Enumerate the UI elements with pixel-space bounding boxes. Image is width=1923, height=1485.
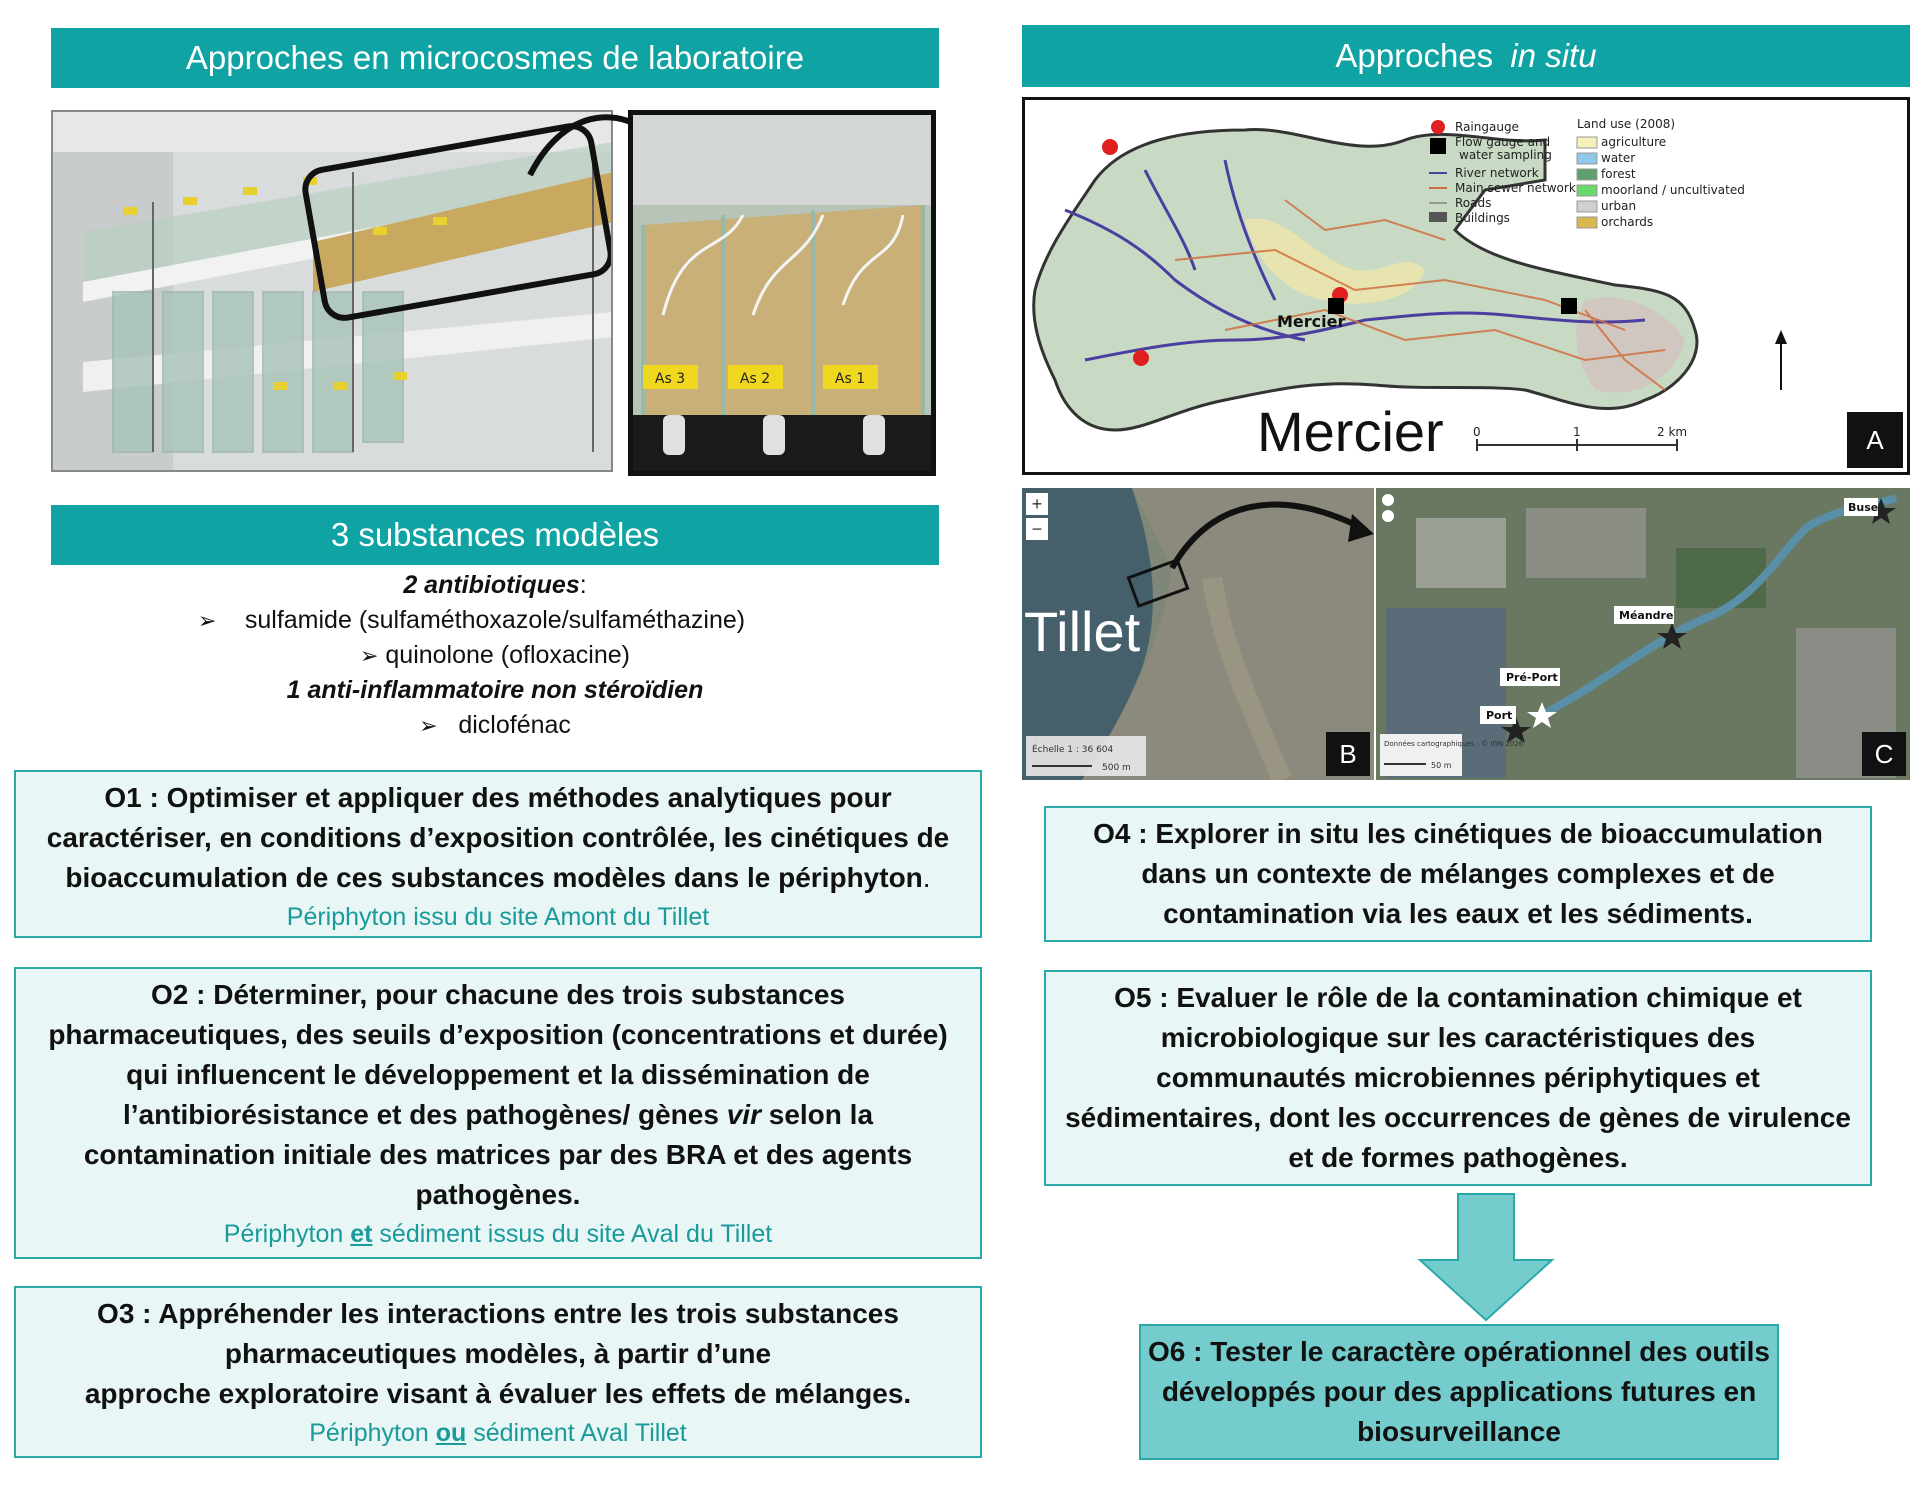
mercier-map — [1022, 97, 1910, 475]
tank-label-2: As 2 — [739, 371, 771, 387]
legend-agriculture: agriculture — [1601, 135, 1667, 149]
objective-o3 — [14, 1286, 982, 1458]
scale-b-text: Échelle 1 : 36 604 — [1032, 745, 1114, 755]
swatch-urban — [1577, 201, 1597, 212]
header-substances — [51, 505, 939, 565]
panel-label-c: C — [1862, 732, 1906, 776]
legend-flow-gauge: Flow gauge and — [1455, 135, 1551, 149]
site-label-port: Port — [1486, 709, 1513, 722]
o2-site: Périphyton et sédiment issus du site Aval du Tillet — [223, 1220, 773, 1248]
mercier-small-label: Mercier — [1277, 312, 1346, 331]
swatch-moorland — [1577, 185, 1597, 196]
swatch-water — [1577, 153, 1597, 164]
tank-label-3: As 3 — [654, 371, 686, 387]
header-in-situ-prefix: Approches — [1335, 37, 1503, 74]
o4-line-1: O4 : Explorer in situ les cinétiques de bioaccumulation — [1093, 818, 1823, 849]
o5-line-2: microbiologique sur les caractéristiques des — [1160, 1022, 1756, 1053]
antibiotics-heading: 2 antibiotiques: — [403, 571, 587, 599]
tillet-aerial-b — [1022, 488, 1374, 780]
bullet-arrow-icon: ➢ — [198, 608, 217, 633]
substances-list — [150, 568, 840, 743]
header-substances-text: 3 substances modèles — [330, 516, 660, 553]
o1-line-1: O1 : Optimiser et appliquer des méthodes analytiques pour — [104, 782, 892, 813]
lab-microcosm-zoom-illustration — [633, 115, 931, 471]
o2-line-1: O2 : Déterminer, pour chacune des trois substances — [151, 979, 845, 1010]
objective-o4 — [1044, 806, 1872, 942]
bullet-arrow-icon: ➢ — [419, 713, 438, 738]
legend-buildings: Buildings — [1455, 211, 1510, 225]
tank-label-1: As 1 — [834, 371, 866, 387]
lab-microcosm-zoom-photo — [628, 110, 936, 476]
bullet-arrow-icon: ➢ — [360, 643, 379, 668]
o4-line-3: contamination via les eaux et les sédiments. — [1163, 898, 1753, 929]
o2-line-6: pathogènes. — [415, 1179, 581, 1210]
o6-line-1: O6 : Tester le caractère opérationnel des outils — [1148, 1336, 1770, 1367]
legend-forest: forest — [1601, 167, 1636, 181]
o5-line-1: O5 : Evaluer le rôle de la contamination chimique et — [1114, 982, 1802, 1013]
objective-o1 — [14, 770, 982, 938]
legend-roads: Roads — [1455, 196, 1492, 210]
header-in-situ-approaches — [1022, 25, 1910, 87]
objective-o5 — [1044, 970, 1872, 1186]
o2-line-5: contamination initiale des matrices par des BRA et des agents — [83, 1139, 913, 1170]
legend-urban: urban — [1601, 199, 1637, 213]
substance-item-quinolone: ➢ quinolone (ofloxacine) — [360, 641, 630, 669]
o1-line-3: bioaccumulation de ces substances modèles dans le périphyton. — [65, 862, 931, 893]
scale-2km: 2 km — [1657, 425, 1688, 439]
legend-land-use-title: Land use (2008) — [1577, 117, 1676, 131]
o3-line-3: approche exploratoire visant à évaluer les effets de mélanges. — [84, 1378, 912, 1409]
header-lab-approaches-text: Approches en microcosmes de laboratoire — [185, 39, 805, 76]
substance-item-diclofenac: ➢ diclofénac — [419, 711, 571, 739]
mercier-catchment-map — [1025, 100, 1907, 472]
substance-item-sulfamide: ➢ sulfamide (sulfaméthoxazole/sulfaméthazine) — [150, 603, 840, 638]
o5-line-4: sédimentaires, dont les occurrences de gènes de virulence — [1065, 1102, 1851, 1133]
o2-line-2: pharmaceutiques, des seuils d’exposition (concentrations et durée) — [48, 1019, 948, 1050]
zoom-out-icon[interactable]: − — [1031, 519, 1043, 539]
header-in-situ-italic: in situ — [1510, 37, 1597, 74]
down-arrow-icon — [1416, 1192, 1556, 1322]
panel-label-b: B — [1326, 732, 1370, 776]
zoom-in-icon[interactable]: + — [1031, 494, 1043, 514]
panel-label-a: A — [1847, 412, 1903, 468]
tillet-big-label: Tillet — [1024, 600, 1141, 663]
o3-site: Périphyton ou sédiment Aval Tillet — [309, 1419, 687, 1447]
legend-river-network: River network — [1455, 166, 1539, 180]
copyright-text: Données cartographiques : © IGN 2026 — [1384, 740, 1524, 748]
o2-line-3: qui influencent le développement et la dissémination de — [126, 1059, 870, 1090]
swatch-agriculture — [1577, 137, 1597, 148]
objective-o2 — [14, 967, 982, 1259]
o6-line-2: développés pour des applications futures en — [1161, 1376, 1757, 1407]
tillet-aerial-c-illustration — [1376, 488, 1910, 780]
legend-water: water — [1601, 151, 1636, 165]
swatch-orchards — [1577, 217, 1597, 228]
scale-c-length: 50 m — [1431, 761, 1452, 770]
header-lab-approaches — [51, 28, 939, 88]
legend-raingauge: Raingauge — [1455, 120, 1519, 134]
legend-water-sampling: water sampling — [1459, 148, 1552, 162]
o2-line-4: l’antibiorésistance et des pathogènes/ gènes vir selon la — [122, 1099, 874, 1130]
o1-site: Périphyton issu du site Amont du Tillet — [286, 903, 710, 931]
land-use-swatches — [1577, 137, 1597, 228]
swatch-forest — [1577, 169, 1597, 180]
scale-b-length: 500 m — [1102, 763, 1131, 773]
o3-line-1: O3 : Appréhender les interactions entre les trois substances — [97, 1298, 899, 1329]
legend-orchards: orchards — [1601, 215, 1654, 229]
site-label-pre-port: Pré-Port — [1506, 671, 1558, 684]
o3-line-2: pharmaceutiques modèles, à partir d’une — [224, 1338, 772, 1369]
site-label-buse: Buse — [1848, 501, 1879, 514]
scale-1: 1 — [1573, 425, 1581, 439]
tillet-aerial-c — [1376, 488, 1910, 780]
objective-o6 — [1139, 1324, 1779, 1460]
scale-0: 0 — [1473, 425, 1481, 439]
o5-line-3: communautés microbiennes périphytiques et — [1156, 1062, 1760, 1093]
o4-line-2: dans un contexte de mélanges complexes et de — [1141, 858, 1775, 889]
legend-moorland: moorland / uncultivated — [1601, 183, 1745, 197]
o6-line-3: biosurveillance — [1357, 1416, 1561, 1447]
legend-sewer-network: Main sewer network — [1455, 181, 1576, 195]
o5-line-5: et de formes pathogènes. — [1288, 1142, 1628, 1173]
o1-line-2: caractériser, en conditions d’exposition contrôlée, les cinétiques de — [46, 822, 950, 853]
site-label-meandre: Méandre — [1619, 609, 1674, 622]
mercier-big-label: Mercier — [1257, 400, 1444, 463]
nsaid-heading: 1 anti-inflammatoire non stéroïdien — [286, 676, 704, 704]
